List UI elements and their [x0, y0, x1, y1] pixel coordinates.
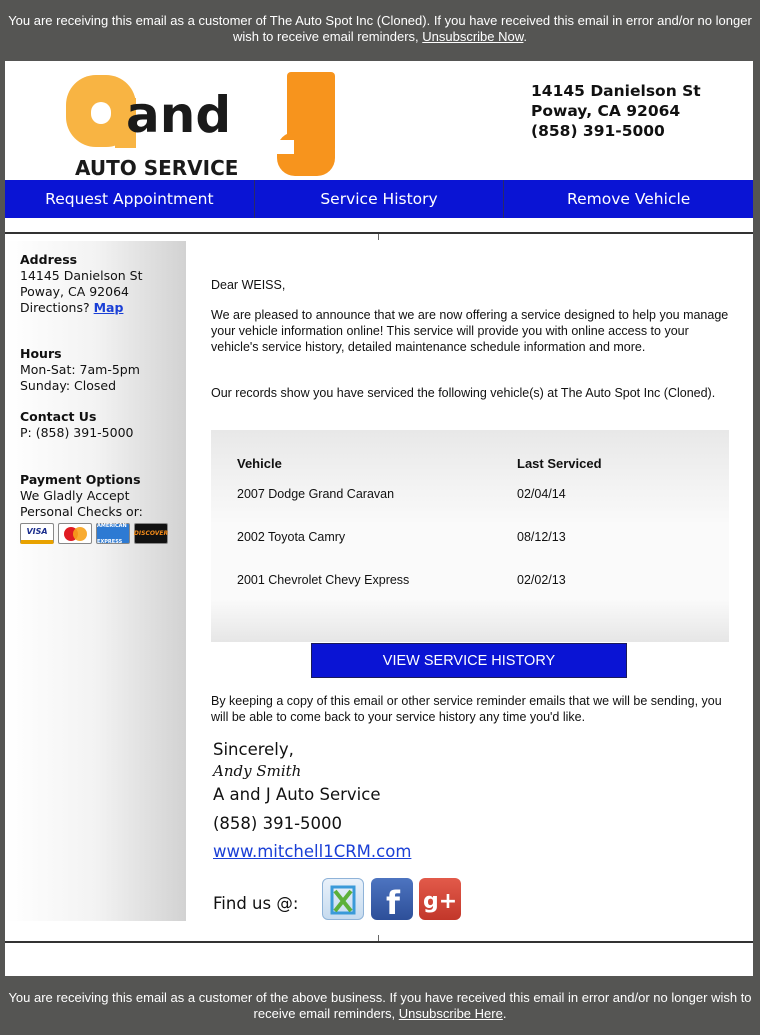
sidebar-contact — [20, 409, 134, 441]
visa-icon: VISA — [20, 523, 54, 544]
logo-wordmark: and — [126, 86, 232, 144]
records-paragraph: Our records show you have serviced the following vehicle(s) at The Auto Spot Inc (Cloned). — [211, 386, 716, 400]
top-notice-text: You are receiving this email as a customer of The Auto Spot Inc (Cloned). If you have received this email in error and/or no longer wish to receive email reminders, — [8, 13, 752, 44]
unsubscribe-here-link[interactable]: Unsubscribe Here — [398, 1006, 503, 1021]
map-link[interactable]: Map — [93, 300, 124, 315]
service-history-button[interactable]: Service History — [255, 180, 505, 218]
bottom-notice-text: You are receiving this email as a customer of the above business. If you have received this email in error and/or no longer wish to receive email reminders, — [8, 990, 752, 1021]
store-phone: (858) 391-5000 — [531, 122, 665, 140]
vehicle-name: 2001 Chevrolet Chevy Express — [237, 573, 410, 587]
divider — [5, 232, 753, 234]
logo-subtitle: AUTO SERVICE — [75, 156, 239, 180]
email-card — [5, 61, 753, 976]
store-street: 14145 Danielson St — [531, 82, 701, 100]
sidebar — [5, 241, 186, 921]
nav-bar — [5, 180, 753, 218]
payment-heading: Payment Options — [20, 472, 141, 487]
hours-weekday: Mon-Sat: 7am-5pm — [20, 362, 140, 377]
mastercard-icon — [58, 523, 92, 544]
divider-tick — [378, 935, 379, 941]
vehicle-name: 2002 Toyota Camry — [237, 530, 346, 544]
address-heading: Address — [20, 252, 78, 267]
business-name: A and J Auto Service — [213, 785, 381, 804]
divider — [5, 941, 753, 943]
remove-vehicle-button[interactable]: Remove Vehicle — [567, 190, 691, 208]
facebook-glyph: f — [386, 884, 400, 920]
sidebar-street: 14145 Danielson St — [20, 268, 143, 283]
last-serviced-date: 02/04/14 — [517, 487, 566, 501]
store-city: Poway, CA 92064 — [531, 102, 681, 120]
find-us-label: Find us @: — [213, 894, 299, 913]
request-appointment-button[interactable]: Request Appointment — [5, 180, 255, 218]
bottom-notice-suffix: . — [502, 1006, 507, 1021]
payment-line-1: We Gladly Accept — [20, 488, 130, 503]
discover-icon: DISCOVER — [134, 523, 168, 544]
directions-line — [20, 300, 142, 316]
reminder-paragraph: By keeping a copy of this email or other service reminder emails that we will be sending, you will be able to come back to your service history any time you'd like. — [211, 694, 722, 724]
col-last-serviced-header: Last Serviced — [517, 456, 602, 471]
signature-name: Andy Smith — [213, 762, 302, 780]
sidebar-hours — [20, 346, 140, 394]
vehicle-name: 2007 Dodge Grand Caravan — [237, 487, 395, 501]
last-serviced-date: 08/12/13 — [517, 530, 566, 544]
google-plus-glyph: g+ — [423, 889, 458, 914]
sidebar-phone: P: (858) 391-5000 — [20, 425, 134, 440]
hours-heading: Hours — [20, 346, 62, 361]
website-link[interactable]: www.mitchell1CRM.com — [213, 842, 412, 861]
top-notice-suffix: . — [523, 29, 528, 44]
closing: Sincerely, — [213, 740, 294, 759]
payment-line-2: Personal Checks or: — [20, 504, 143, 519]
divider-tick — [378, 234, 379, 240]
hours-sunday: Sunday: Closed — [20, 378, 117, 393]
view-service-history-button[interactable]: VIEW SERVICE HISTORY — [311, 643, 627, 678]
top-unsubscribe-notice — [0, 13, 760, 45]
bottom-unsubscribe-notice — [0, 990, 760, 1022]
payment-cards — [20, 523, 168, 544]
directions-label: Directions? — [20, 300, 90, 315]
facebook-icon[interactable] — [371, 878, 413, 920]
mitchell1-icon[interactable] — [322, 878, 364, 920]
greeting: Dear WEISS, — [211, 278, 286, 292]
store-address-block — [531, 81, 701, 141]
google-plus-icon[interactable] — [419, 878, 461, 920]
unsubscribe-now-link[interactable]: Unsubscribe Now — [422, 29, 524, 44]
last-serviced-date: 02/02/13 — [517, 573, 566, 587]
logo — [63, 72, 338, 182]
sidebar-city: Poway, CA 92064 — [20, 284, 129, 299]
intro-paragraph: We are pleased to announce that we are now offering a service designed to help you manage your vehicle information online! This service will provide you with online access to your vehicle's service history, detailed maintenance schedule information and more. — [211, 308, 729, 354]
vehicle-table — [211, 430, 729, 642]
contact-heading: Contact Us — [20, 409, 97, 424]
amex-icon: AMERICAN EXPRESS — [96, 523, 130, 544]
sidebar-address — [20, 252, 142, 316]
signature-phone: (858) 391-5000 — [213, 814, 343, 833]
sidebar-payment — [20, 472, 168, 544]
col-vehicle-header: Vehicle — [237, 456, 282, 471]
